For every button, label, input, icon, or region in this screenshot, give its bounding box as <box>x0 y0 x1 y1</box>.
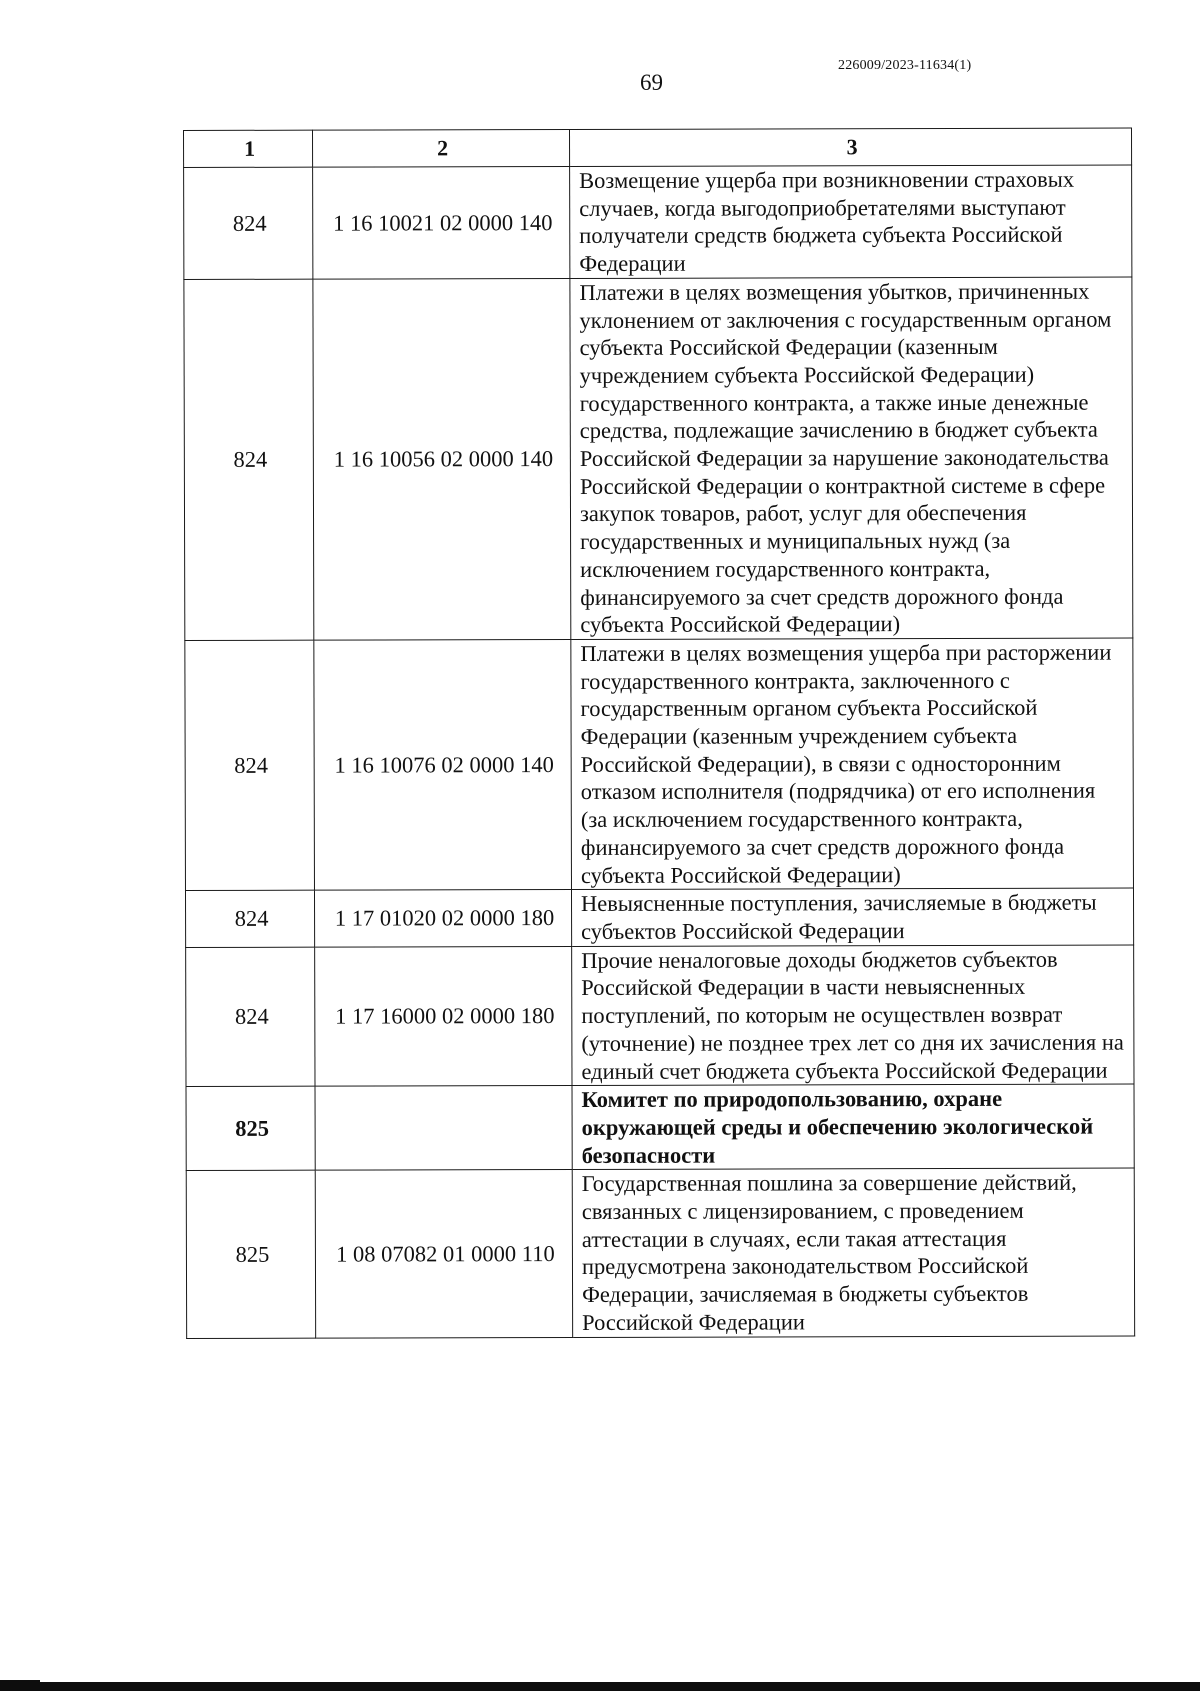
revenue-code-cell: 1 16 10021 02 0000 140 <box>313 166 570 278</box>
admin-code-cell: 824 <box>186 947 315 1087</box>
department-heading-row <box>186 1084 1134 1171</box>
empty-code-cell <box>315 1086 572 1171</box>
admin-code-cell: 824 <box>184 279 314 640</box>
revenue-description-cell: Платежи в целях возмещения ущерба при расторжении государственного контракта, заключенного с государственным органом субъекта Российской Федерации (казенным учреждением субъекта Российской Федерации), в связи с односторонним отказом исполнителя (подрядчика) от его исполнения (за исключением государственного контракта, финансируемого за счет средств дорожного фонда субъекта Российской Федерации) <box>571 638 1134 890</box>
scan-bottom-border <box>0 1682 1200 1691</box>
column-header-1: 1 <box>184 130 313 167</box>
revenue-description-cell: Платежи в целях возмещения убытков, причиненных уклонением от заключения с государственным органом субъекта Российской Федерации (казенным учреждением субъекта Российской Федерации) государственного контракта, а также иные денежные средства, подлежащие зачислению в бюджет субъекта Российской Федерации за нарушение законодательства Российской Федерации о контрактной системе в сфере закупок товаров, работ, услуг для обеспечения государственных и муниципальных нужд (за исключением государственного контракта, финансируемого за счет средств дорожного фонда субъекта Российской Федерации) <box>570 277 1133 640</box>
document-registration-number: 226009/2023-11634(1) <box>838 58 972 73</box>
revenue-description-cell: Невыясненные поступления, зачисляемые в бюджеты субъектов Российской Федерации <box>571 888 1133 946</box>
revenue-code-cell: 1 16 10056 02 0000 140 <box>313 278 571 640</box>
admin-code-cell: 824 <box>185 890 314 947</box>
table-header-row <box>184 128 1132 167</box>
table-row <box>186 945 1134 1087</box>
department-code-cell: 825 <box>186 1086 315 1170</box>
admin-code-cell: 824 <box>184 167 313 279</box>
revenue-description-cell: Государственная пошлина за совершение действий, связанных с лицензированием, с проведением аттестации в случаях, если такая аттестация предусмотрена законодательством Российской Федерации, зачисляемая в бюджеты субъектов Российской Федерации <box>572 1168 1134 1337</box>
revenue-code-cell: 1 17 16000 02 0000 180 <box>315 946 572 1086</box>
department-name-cell: Комитет по природопользованию, охране окружающей среды и обеспечению экологической безопасности <box>572 1084 1134 1170</box>
table-row <box>184 165 1132 279</box>
admin-code-cell: 824 <box>185 640 315 891</box>
revenue-description-cell: Возмещение ущерба при возникновении страховых случаев, когда выгодоприобретателями выступают получатели средств бюджета субъекта Российской Федерации <box>570 165 1132 278</box>
revenue-code-cell: 1 08 07082 01 0000 110 <box>315 1170 572 1338</box>
page-number: 69 <box>640 70 663 95</box>
budget-revenue-codes-table <box>183 128 1135 1339</box>
revenue-code-cell: 1 17 01020 02 0000 180 <box>314 890 571 947</box>
admin-code-cell: 825 <box>186 1170 315 1338</box>
table-row <box>184 277 1133 641</box>
column-header-3: 3 <box>570 128 1132 166</box>
column-header-2: 2 <box>313 129 570 167</box>
table-row <box>185 638 1134 891</box>
revenue-description-cell: Прочие неналоговые доходы бюджетов субъектов Российской Федерации в части невыясненных поступлений, по которым не осуществлен возврат (уточнение) не позднее трех лет со дня их зачисления на единый счет бюджета субъекта Российской Федерации <box>572 945 1134 1086</box>
table-row <box>186 1168 1134 1338</box>
table-row <box>185 888 1133 947</box>
revenue-code-cell: 1 16 10076 02 0000 140 <box>314 639 572 890</box>
